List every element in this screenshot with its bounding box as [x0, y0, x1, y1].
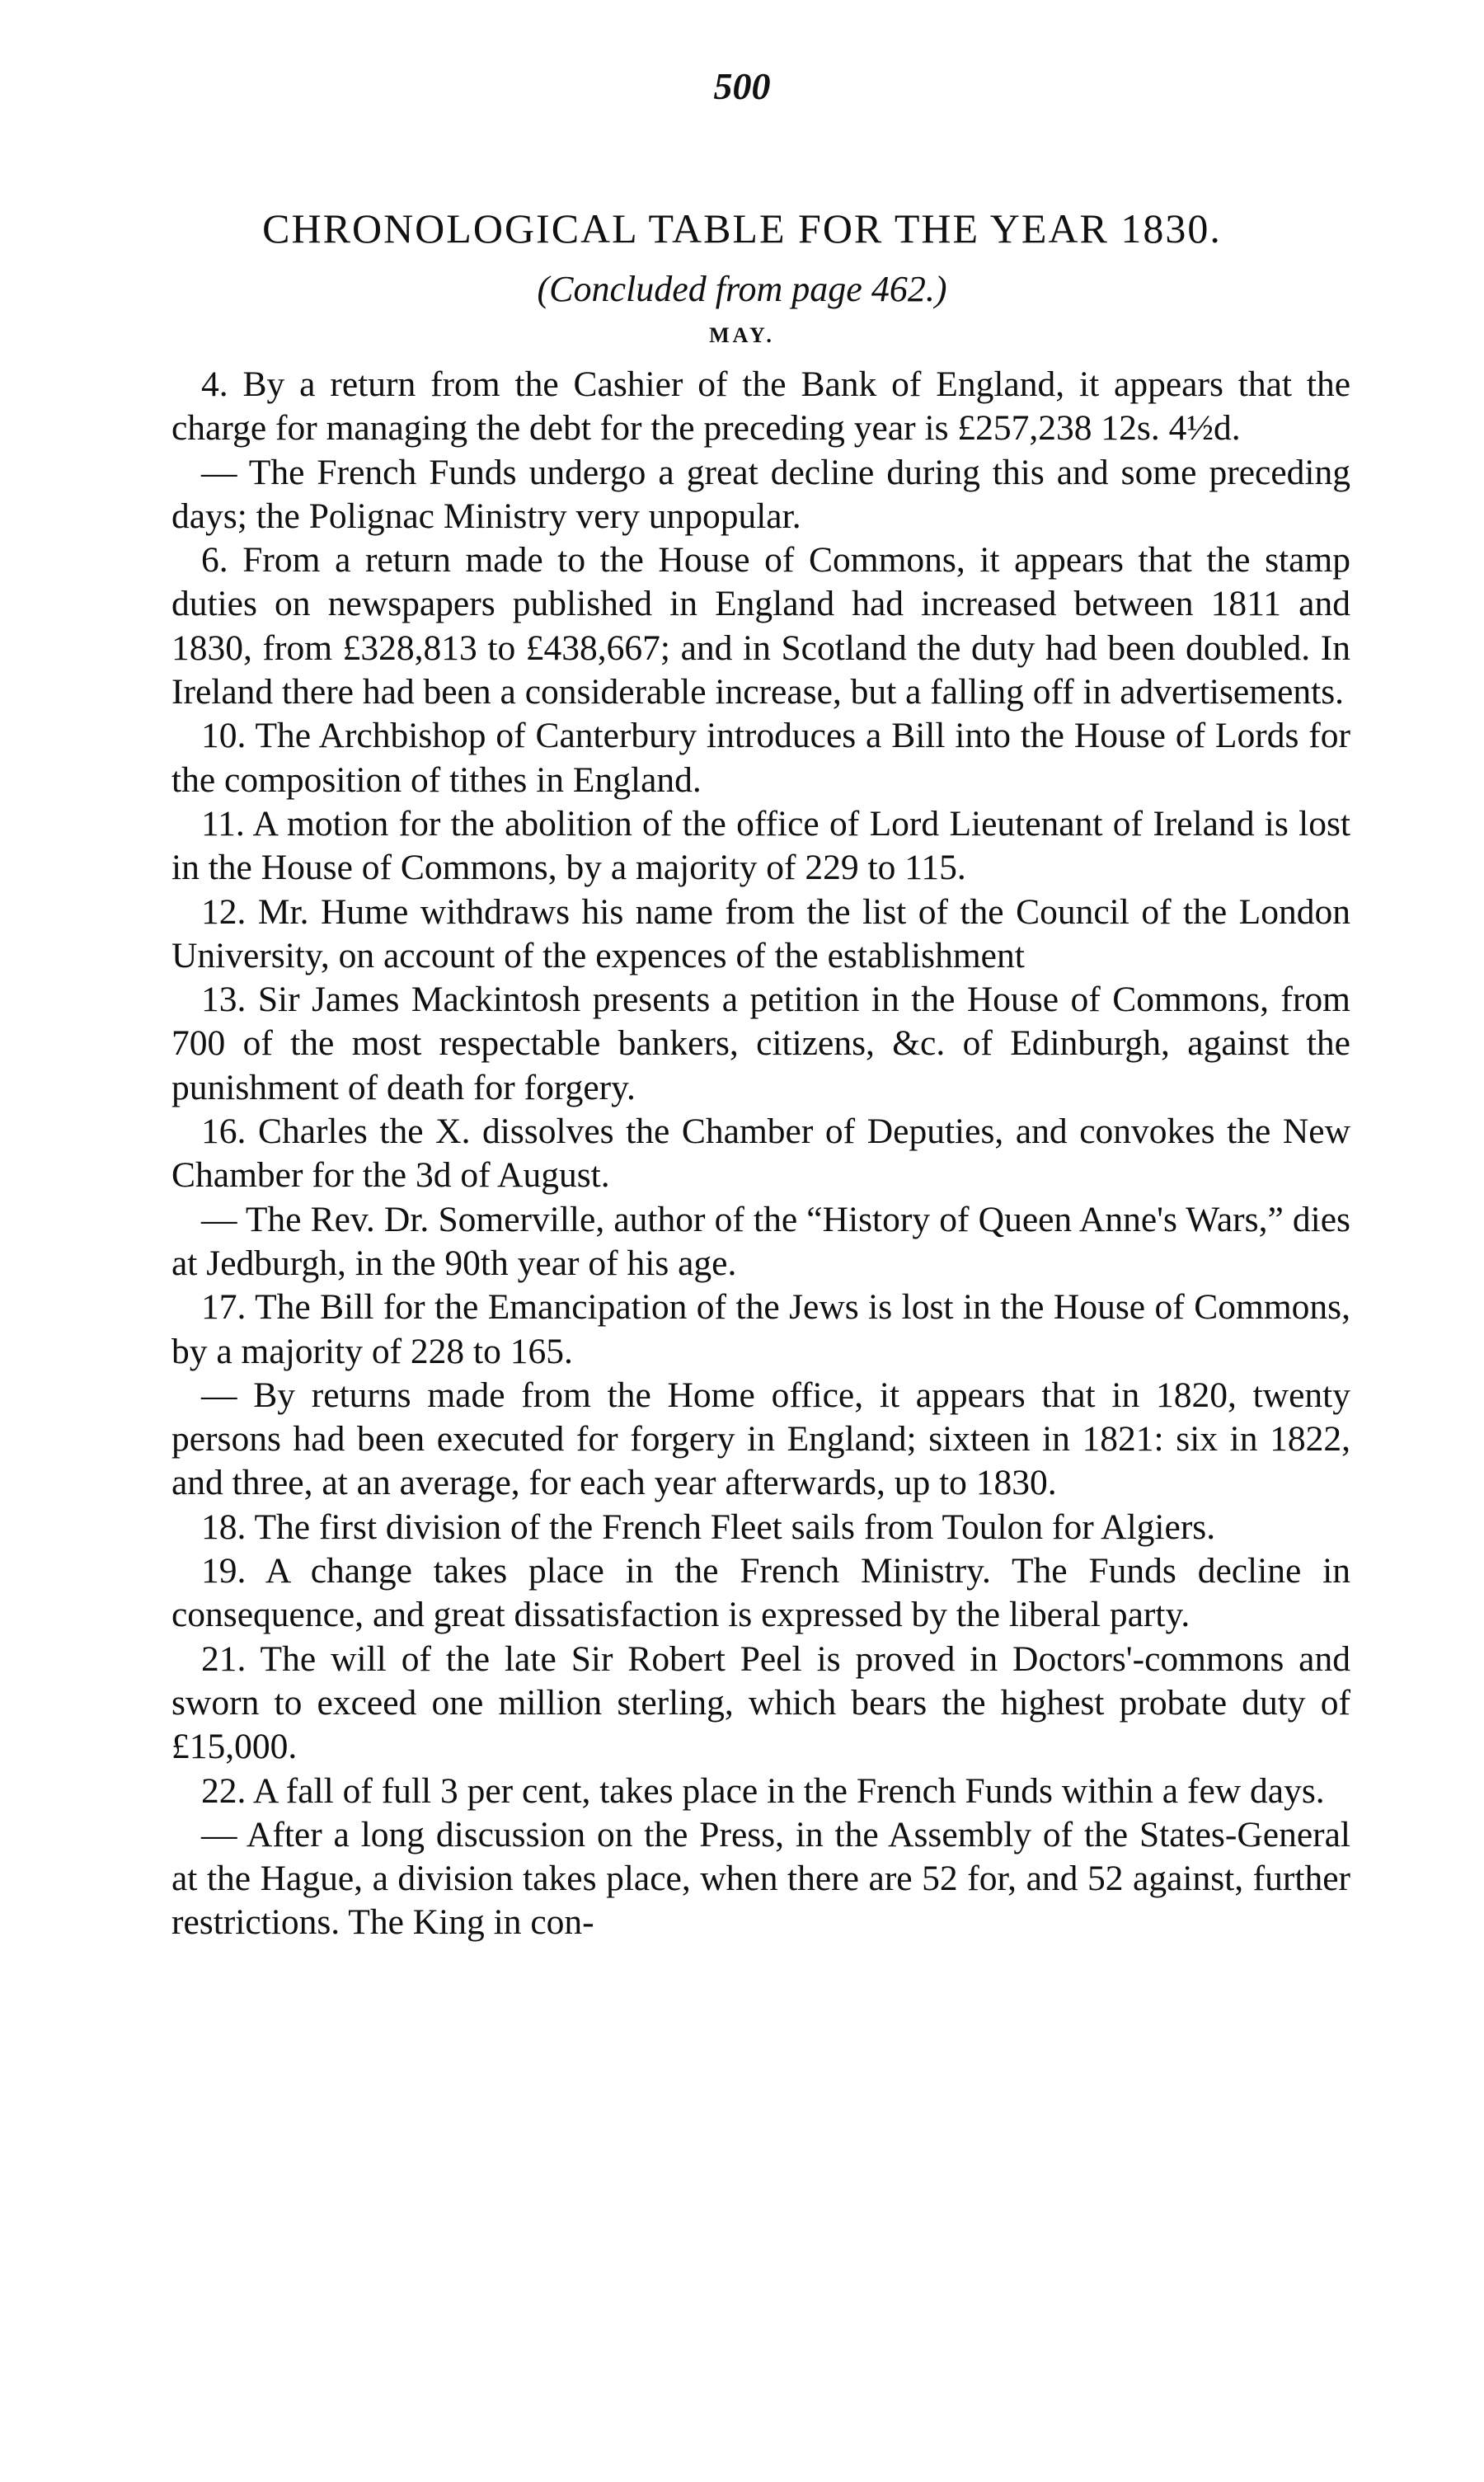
- page-number: 500: [713, 65, 771, 107]
- chronology-entry: 16. Charles the X. dissolves the Chamber of Deputies, and convokes the New Chamber for the 3d of August.: [171, 1112, 1350, 1196]
- chronology-entry: 17. The Bill for the Emancipation of the Jews is lost in the House of Commons, by a majority of 228 to 165.: [171, 1287, 1350, 1371]
- chronology-entry: — By returns made from the Home office, it appears that in 1820, twenty persons had been executed for forgery in England; sixteen in 1821: six in 1822, and three, at an average, for each year afterwards, up to 1830.: [171, 1375, 1350, 1503]
- chronology-entry: 10. The Archbishop of Canterbury introduces a Bill into the House of Lords for the composition of tithes in England.: [171, 716, 1350, 800]
- chronology-body: [171, 363, 1350, 1945]
- chronology-entry: — The Rev. Dr. Somerville, author of the “History of Queen Anne's Wars,” dies at Jedburgh, in the 90th year of his age.: [171, 1199, 1350, 1283]
- chronology-entry: 4. By a return from the Cashier of the Bank of England, it appears that the charge for managing the debt for the preceding year is £257,238 12s. 4½d.: [171, 364, 1350, 449]
- page-title: CHRONOLOGICAL TABLE FOR THE YEAR 1830.: [262, 205, 1222, 251]
- chronology-entry: 22. A fall of full 3 per cent, takes place in the French Funds within a few days.: [201, 1770, 1325, 1811]
- chronology-entry: — After a long discussion on the Press, in the Assembly of the States-General at the Hague, a division takes place, when there are 52 for, and 52 against, further restrictions. The King in con-: [171, 1814, 1350, 1943]
- chronology-entry: 13. Sir James Mackintosh presents a petition in the House of Commons, from 700 of the most respectable bankers, citizens, &c. of Edinburgh, against the punishment of death for forgery.: [171, 980, 1350, 1107]
- chronology-entry: 19. A change takes place in the French Ministry. The Funds decline in consequence, and great dissatisfaction is expressed by the liberal party.: [171, 1551, 1350, 1635]
- page-subtitle: (Concluded from page 462.): [537, 269, 947, 309]
- month-heading: MAY.: [709, 323, 775, 347]
- chronology-entry: 11. A motion for the abolition of the office of Lord Lieutenant of Ireland is lost in the House of Commons, by a majority of 229 to 115.: [171, 803, 1350, 888]
- chronology-entry: 18. The first division of the French Fleet sails from Toulon for Algiers.: [201, 1507, 1216, 1547]
- chronology-entry: 12. Mr. Hume withdraws his name from the list of the Council of the London University, on account of the expences of the establishment: [171, 891, 1350, 975]
- chronology-entry: 21. The will of the late Sir Robert Peel is proved in Doctors'-commons and sworn to exceed one million sterling, which bears the highest probate duty of £15,000.: [171, 1638, 1350, 1767]
- chronology-entry: 6. From a return made to the House of Commons, it appears that the stamp duties on newspapers published in England had increased between 1811 and 1830, from £328,813 to £438,667; and in Scotland the duty had been doubled. In Ireland there had been a considerable increase, but a falling off in advertisements.: [171, 540, 1350, 712]
- chronology-entry: — The French Funds undergo a great decline during this and some preceding days; the Polignac Ministry very unpopular.: [171, 452, 1350, 536]
